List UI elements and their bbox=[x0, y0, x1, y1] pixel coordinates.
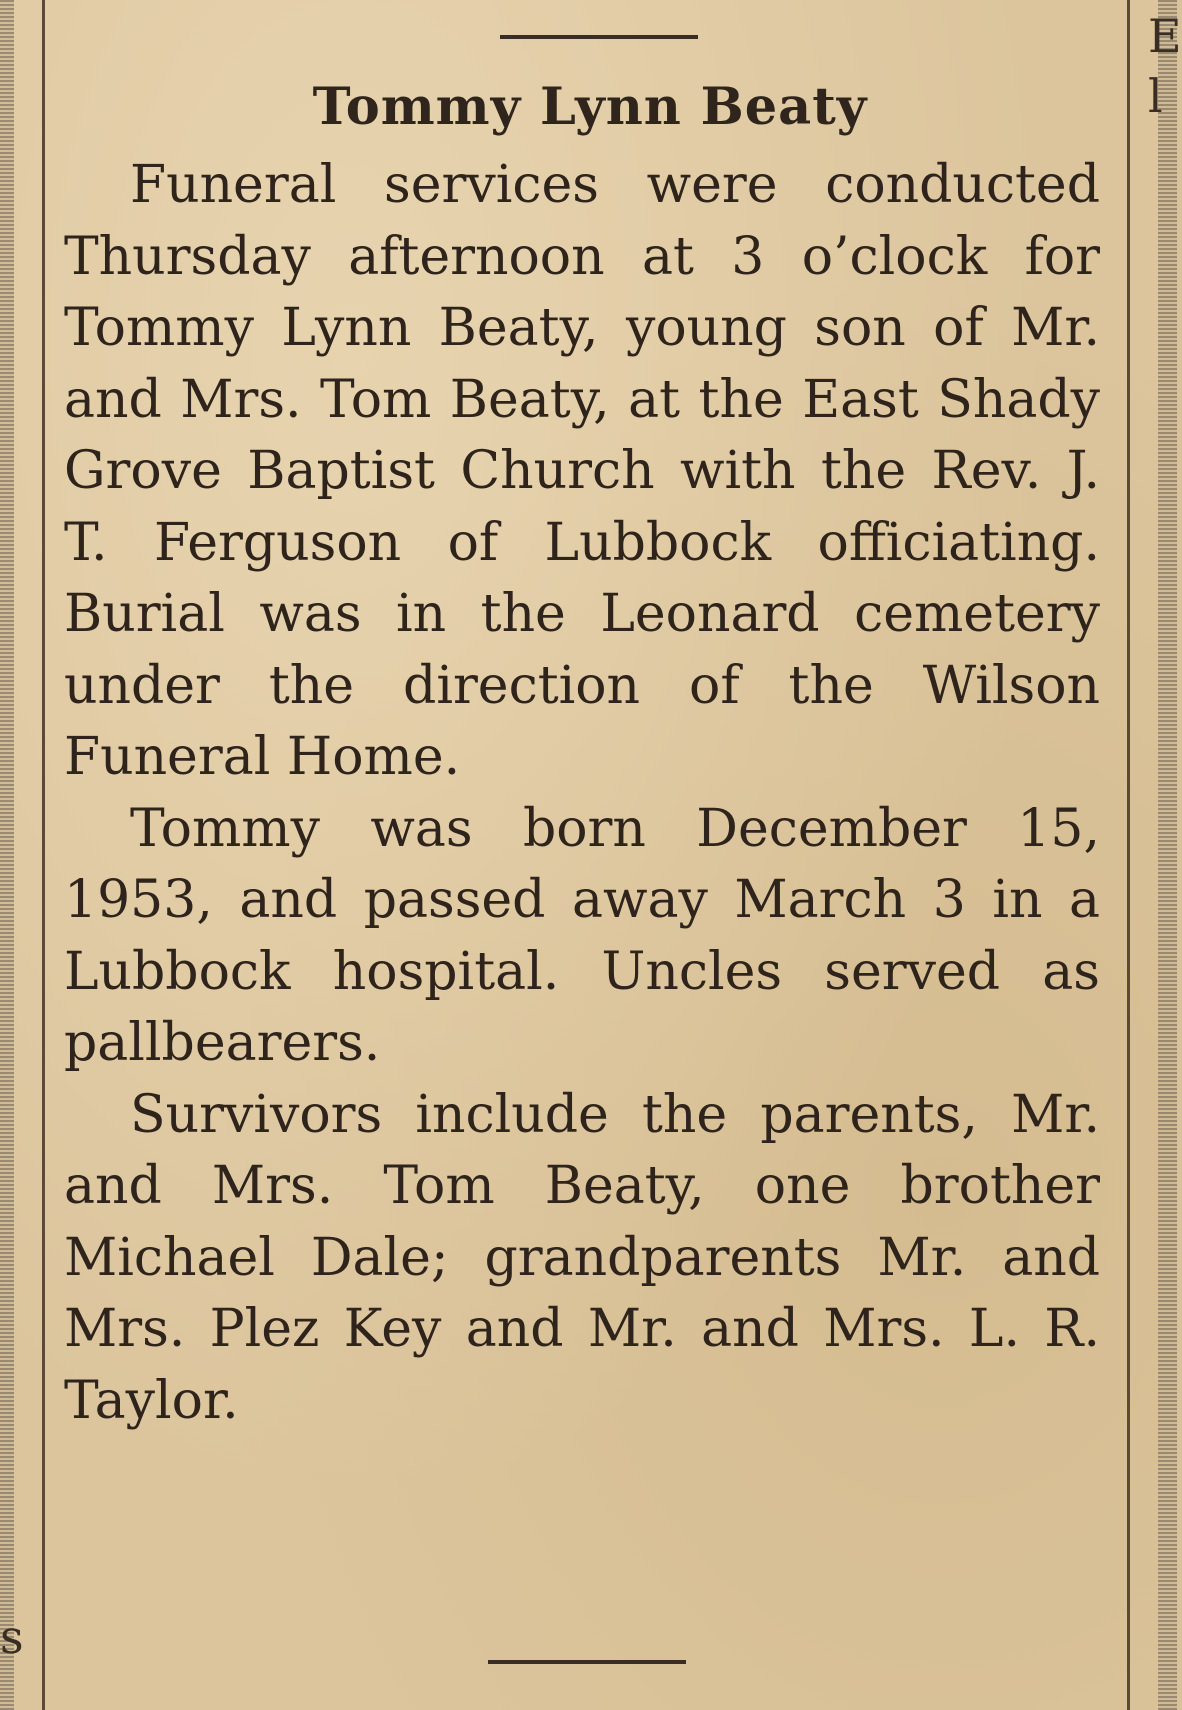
left-column-rule bbox=[42, 0, 45, 1710]
obituary-headline: Tommy Lynn Beaty bbox=[312, 77, 868, 137]
top-separator-rule bbox=[500, 35, 698, 39]
left-column-border bbox=[0, 0, 14, 1710]
bottom-separator-rule bbox=[488, 1660, 686, 1664]
adjacent-column-fragment: E l bbox=[1148, 9, 1182, 123]
adjacent-column-fragment-left: s bbox=[0, 1610, 24, 1664]
paragraph-funeral-services: Funeral services were conducted Thursday afternoon at 3 o’clock for Tommy Lynn Beaty, young son of Mr. and Mrs. Tom Beaty, at the East Shady Grove Baptist Church with the Rev. J. T. Ferguson of Lubbock officiating. Burial was in the Leonard cemetery under the direction of the Wilson Funeral Home. bbox=[64, 155, 1100, 787]
paragraph-birth-death: Tommy was born December 15, 1953, and passed away March 3 in a Lubbock hospital. Uncles served as pallbearers. bbox=[64, 798, 1100, 1073]
obituary-body bbox=[64, 150, 1100, 1437]
right-column-border bbox=[1158, 0, 1177, 1710]
paragraph-survivors: Survivors include the parents, Mr. and Mrs. Tom Beaty, one brother Michael Dale; grandparents Mr. and Mrs. Plez Key and Mr. and Mrs. L. R. Taylor. bbox=[64, 1084, 1100, 1431]
right-column-rule bbox=[1127, 0, 1130, 1710]
